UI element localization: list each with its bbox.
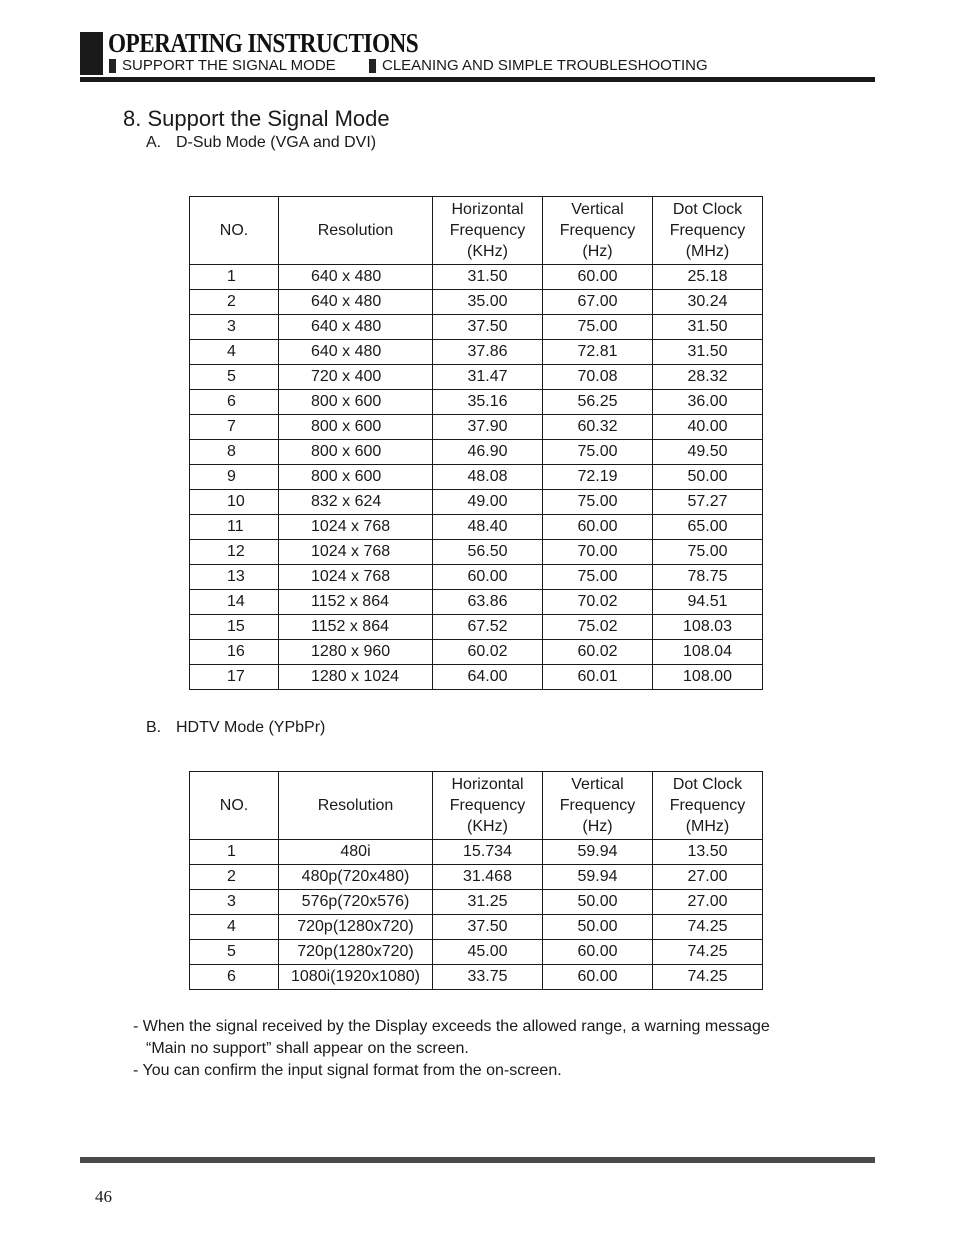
notes xyxy=(133,1016,770,1082)
cell-no: 5 xyxy=(190,365,279,390)
hdtv-heading xyxy=(146,719,325,737)
col-header-resolution: Resolution xyxy=(279,197,433,265)
col-header-vertical-frequency: Vertical Frequency (Hz) xyxy=(543,197,653,265)
cell-resolution: 640 x 480 xyxy=(279,265,433,290)
cell-resolution: 800 x 600 xyxy=(279,390,433,415)
cell-no: 1 xyxy=(190,265,279,290)
cell-vertical-frequency: 60.00 xyxy=(543,965,653,990)
cell-resolution: 640 x 480 xyxy=(279,290,433,315)
cell-horizontal-frequency: 46.90 xyxy=(433,440,543,465)
header-rule xyxy=(80,77,875,82)
cell-horizontal-frequency: 15.734 xyxy=(433,840,543,865)
footer-rule xyxy=(80,1157,875,1163)
cell-horizontal-frequency: 56.50 xyxy=(433,540,543,565)
cell-resolution: 576p(720x576) xyxy=(279,890,433,915)
cell-no: 2 xyxy=(190,865,279,890)
header-tab-label: SUPPORT THE SIGNAL MODE xyxy=(122,57,336,74)
cell-dot-clock-frequency: 31.50 xyxy=(653,315,763,340)
cell-dot-clock-frequency: 27.00 xyxy=(653,890,763,915)
tab-marker-icon xyxy=(369,59,376,73)
cell-no: 2 xyxy=(190,290,279,315)
cell-vertical-frequency: 50.00 xyxy=(543,890,653,915)
cell-dot-clock-frequency: 78.75 xyxy=(653,565,763,590)
cell-dot-clock-frequency: 30.24 xyxy=(653,290,763,315)
cell-horizontal-frequency: 37.86 xyxy=(433,340,543,365)
cell-no: 15 xyxy=(190,615,279,640)
cell-no: 4 xyxy=(190,340,279,365)
header-tab-cleaning xyxy=(369,57,708,74)
cell-horizontal-frequency: 64.00 xyxy=(433,665,543,690)
section-title: 8. Support the Signal Mode xyxy=(123,106,390,131)
cell-horizontal-frequency: 31.50 xyxy=(433,265,543,290)
cell-no: 5 xyxy=(190,940,279,965)
cell-resolution: 1152 x 864 xyxy=(279,590,433,615)
cell-vertical-frequency: 72.81 xyxy=(543,340,653,365)
cell-vertical-frequency: 75.02 xyxy=(543,615,653,640)
col-header-no: NO. xyxy=(190,197,279,265)
cell-horizontal-frequency: 31.47 xyxy=(433,365,543,390)
cell-resolution: 1024 x 768 xyxy=(279,565,433,590)
col-header-dot-clock-frequency: Dot Clock Frequency (MHz) xyxy=(653,772,763,840)
cell-resolution: 832 x 624 xyxy=(279,490,433,515)
cell-no: 8 xyxy=(190,440,279,465)
table-row xyxy=(190,515,763,540)
table-row xyxy=(190,940,763,965)
note-line: “Main no support” shall appear on the screen. xyxy=(146,1040,469,1057)
cell-horizontal-frequency: 49.00 xyxy=(433,490,543,515)
cell-no: 1 xyxy=(190,840,279,865)
cell-horizontal-frequency: 37.50 xyxy=(433,915,543,940)
cell-vertical-frequency: 50.00 xyxy=(543,915,653,940)
cell-resolution: 800 x 600 xyxy=(279,465,433,490)
cell-vertical-frequency: 75.00 xyxy=(543,490,653,515)
table-row xyxy=(190,615,763,640)
cell-horizontal-frequency: 35.16 xyxy=(433,390,543,415)
header-tab-label: CLEANING AND SIMPLE TROUBLESHOOTING xyxy=(382,57,708,74)
cell-no: 10 xyxy=(190,490,279,515)
col-header-vertical-frequency: Vertical Frequency (Hz) xyxy=(543,772,653,840)
cell-horizontal-frequency: 45.00 xyxy=(433,940,543,965)
dsub-heading-text: D-Sub Mode (VGA and DVI) xyxy=(176,134,377,151)
cell-dot-clock-frequency: 40.00 xyxy=(653,415,763,440)
col-header-horizontal-frequency: Horizontal Frequency (KHz) xyxy=(433,772,543,840)
cell-dot-clock-frequency: 57.27 xyxy=(653,490,763,515)
cell-no: 13 xyxy=(190,565,279,590)
cell-resolution: 1152 x 864 xyxy=(279,615,433,640)
table-header-row xyxy=(190,197,763,265)
cell-no: 3 xyxy=(190,890,279,915)
cell-vertical-frequency: 75.00 xyxy=(543,440,653,465)
table-row xyxy=(190,540,763,565)
cell-horizontal-frequency: 31.468 xyxy=(433,865,543,890)
header-black-block xyxy=(80,32,103,75)
cell-horizontal-frequency: 37.50 xyxy=(433,315,543,340)
table-row xyxy=(190,965,763,990)
table-row xyxy=(190,915,763,940)
cell-resolution: 720 x 400 xyxy=(279,365,433,390)
cell-vertical-frequency: 70.00 xyxy=(543,540,653,565)
table-row xyxy=(190,840,763,865)
cell-no: 17 xyxy=(190,665,279,690)
dsub-mode-table xyxy=(189,196,763,690)
cell-dot-clock-frequency: 108.03 xyxy=(653,615,763,640)
cell-vertical-frequency: 75.00 xyxy=(543,315,653,340)
cell-resolution: 480p(720x480) xyxy=(279,865,433,890)
cell-horizontal-frequency: 63.86 xyxy=(433,590,543,615)
cell-horizontal-frequency: 48.40 xyxy=(433,515,543,540)
cell-dot-clock-frequency: 31.50 xyxy=(653,340,763,365)
cell-vertical-frequency: 75.00 xyxy=(543,565,653,590)
cell-horizontal-frequency: 60.00 xyxy=(433,565,543,590)
hdtv-mode-table xyxy=(189,771,763,990)
table-row xyxy=(190,590,763,615)
cell-dot-clock-frequency: 75.00 xyxy=(653,540,763,565)
cell-resolution: 800 x 600 xyxy=(279,415,433,440)
note-line: - When the signal received by the Display exceeds the allowed range, a warning message xyxy=(133,1018,770,1035)
table-row xyxy=(190,865,763,890)
cell-vertical-frequency: 70.02 xyxy=(543,590,653,615)
cell-resolution: 640 x 480 xyxy=(279,315,433,340)
hdtv-heading-text: HDTV Mode (YPbPr) xyxy=(176,719,326,736)
cell-horizontal-frequency: 67.52 xyxy=(433,615,543,640)
cell-horizontal-frequency: 60.02 xyxy=(433,640,543,665)
table-row xyxy=(190,890,763,915)
page-number: 46 xyxy=(95,1187,112,1206)
cell-horizontal-frequency: 33.75 xyxy=(433,965,543,990)
table-row xyxy=(190,340,763,365)
cell-vertical-frequency: 59.94 xyxy=(543,840,653,865)
cell-no: 12 xyxy=(190,540,279,565)
cell-dot-clock-frequency: 108.00 xyxy=(653,665,763,690)
cell-horizontal-frequency: 35.00 xyxy=(433,290,543,315)
cell-dot-clock-frequency: 74.25 xyxy=(653,965,763,990)
cell-resolution: 1024 x 768 xyxy=(279,515,433,540)
note-line: - You can confirm the input signal format from the on-screen. xyxy=(133,1062,562,1079)
tab-marker-icon xyxy=(109,59,116,73)
table-row xyxy=(190,490,763,515)
cell-horizontal-frequency: 48.08 xyxy=(433,465,543,490)
col-header-resolution: Resolution xyxy=(279,772,433,840)
table-row xyxy=(190,465,763,490)
cell-resolution: 720p(1280x720) xyxy=(279,940,433,965)
cell-no: 11 xyxy=(190,515,279,540)
cell-dot-clock-frequency: 13.50 xyxy=(653,840,763,865)
cell-dot-clock-frequency: 50.00 xyxy=(653,465,763,490)
cell-horizontal-frequency: 31.25 xyxy=(433,890,543,915)
cell-no: 4 xyxy=(190,915,279,940)
table-row xyxy=(190,290,763,315)
cell-vertical-frequency: 70.08 xyxy=(543,365,653,390)
col-header-no: NO. xyxy=(190,772,279,840)
cell-resolution: 720p(1280x720) xyxy=(279,915,433,940)
cell-vertical-frequency: 67.00 xyxy=(543,290,653,315)
cell-vertical-frequency: 59.94 xyxy=(543,865,653,890)
cell-vertical-frequency: 56.25 xyxy=(543,390,653,415)
dsub-heading xyxy=(146,134,376,152)
cell-dot-clock-frequency: 27.00 xyxy=(653,865,763,890)
header-tab-signal-mode xyxy=(109,57,336,74)
table-row xyxy=(190,365,763,390)
table-row xyxy=(190,640,763,665)
table-header-row xyxy=(190,772,763,840)
cell-no: 3 xyxy=(190,315,279,340)
cell-dot-clock-frequency: 65.00 xyxy=(653,515,763,540)
cell-vertical-frequency: 60.02 xyxy=(543,640,653,665)
cell-resolution: 640 x 480 xyxy=(279,340,433,365)
cell-dot-clock-frequency: 25.18 xyxy=(653,265,763,290)
cell-vertical-frequency: 60.01 xyxy=(543,665,653,690)
cell-no: 6 xyxy=(190,965,279,990)
cell-resolution: 480i xyxy=(279,840,433,865)
cell-no: 9 xyxy=(190,465,279,490)
cell-resolution: 1280 x 1024 xyxy=(279,665,433,690)
table-row xyxy=(190,390,763,415)
cell-horizontal-frequency: 37.90 xyxy=(433,415,543,440)
hdtv-heading-letter: B. xyxy=(146,719,162,736)
header-title: OPERATING INSTRUCTIONS xyxy=(108,28,419,58)
cell-no: 7 xyxy=(190,415,279,440)
cell-vertical-frequency: 60.00 xyxy=(543,940,653,965)
cell-dot-clock-frequency: 94.51 xyxy=(653,590,763,615)
cell-dot-clock-frequency: 74.25 xyxy=(653,915,763,940)
cell-resolution: 1080i(1920x1080) xyxy=(279,965,433,990)
col-header-dot-clock-frequency: Dot Clock Frequency (MHz) xyxy=(653,197,763,265)
cell-resolution: 1280 x 960 xyxy=(279,640,433,665)
table-row xyxy=(190,440,763,465)
table-row xyxy=(190,315,763,340)
table-row xyxy=(190,665,763,690)
cell-no: 16 xyxy=(190,640,279,665)
cell-vertical-frequency: 60.00 xyxy=(543,515,653,540)
cell-dot-clock-frequency: 36.00 xyxy=(653,390,763,415)
cell-dot-clock-frequency: 28.32 xyxy=(653,365,763,390)
cell-vertical-frequency: 60.32 xyxy=(543,415,653,440)
table-row xyxy=(190,415,763,440)
cell-resolution: 1024 x 768 xyxy=(279,540,433,565)
dsub-heading-letter: A. xyxy=(146,134,162,151)
table-row xyxy=(190,265,763,290)
col-header-horizontal-frequency: Horizontal Frequency (KHz) xyxy=(433,197,543,265)
cell-no: 6 xyxy=(190,390,279,415)
cell-vertical-frequency: 60.00 xyxy=(543,265,653,290)
cell-resolution: 800 x 600 xyxy=(279,440,433,465)
cell-vertical-frequency: 72.19 xyxy=(543,465,653,490)
cell-dot-clock-frequency: 49.50 xyxy=(653,440,763,465)
table-row xyxy=(190,565,763,590)
cell-no: 14 xyxy=(190,590,279,615)
cell-dot-clock-frequency: 108.04 xyxy=(653,640,763,665)
cell-dot-clock-frequency: 74.25 xyxy=(653,940,763,965)
